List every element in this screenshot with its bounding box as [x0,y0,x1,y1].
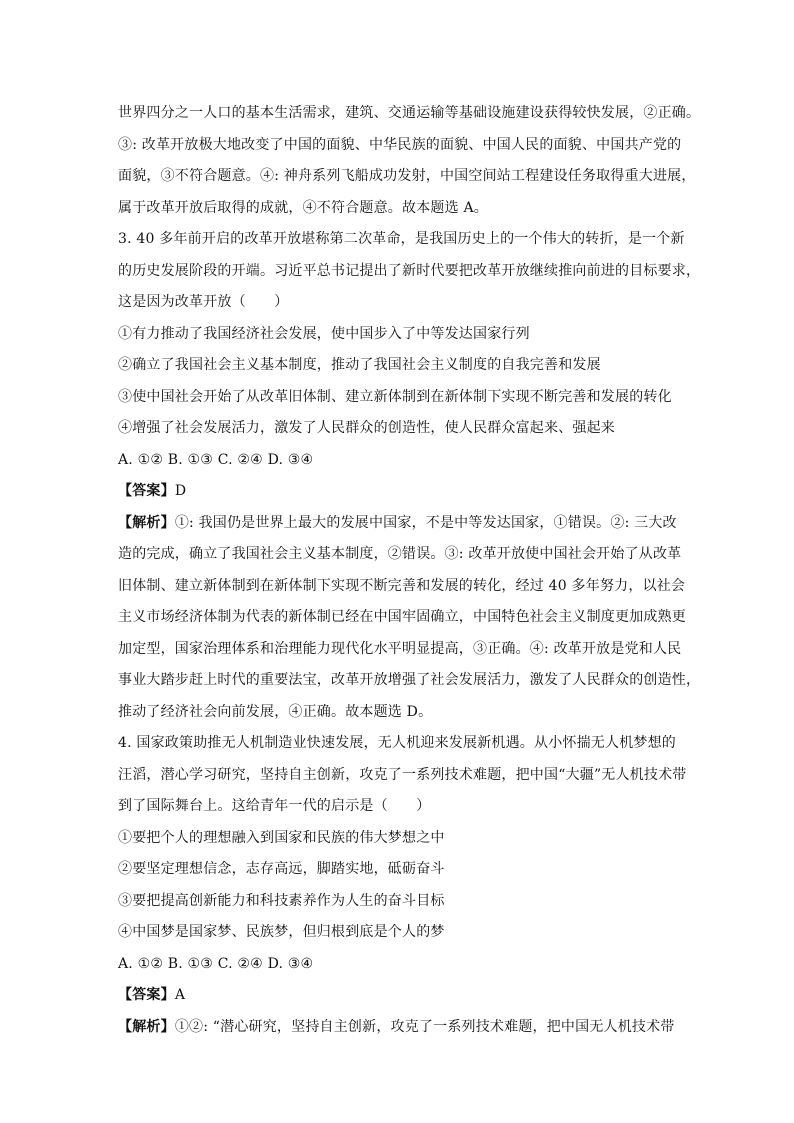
analysis-line [118,1012,678,1044]
analysis-line: 推动了经济社会向前发展，④正确。故本题选 D。 [118,703,433,720]
question-4-option: ②要坚定理想信念，志存高远，脚踏实地，砥砺奋斗 [118,861,445,877]
analysis-line: 事业大踏步赶上时代的重要法宝，改革开放增强了社会发展活力，激发了人民群众的创造性， [118,672,701,688]
question-3-option: ①有力推动了我国经济社会发展，使中国步入了中等发达国家行列 [118,325,530,342]
document-page [118,98,701,1043]
question-3-option: ②确立了我国社会主义基本制度，推动了我国社会主义制度的自我完善和发展 [118,357,601,373]
text-line: 面貌，③不符合题意。④: 神舟系列飞船成功发射，中国空间站工程建设任务取得重大进展， [118,168,696,184]
question-3-option: ③使中国社会开始了从改革旧体制、建立新体制到在新体制下实现不断完善和发展的转化 [118,388,672,405]
analysis-tag: 【解析】 [118,514,175,531]
analysis-line: 加定型，国家治理体系和治理能力现代化水平明显提高，③正确。④: 改革开放是党和人民 [118,640,682,657]
analysis-text: ①: 我国仍是世界上最大的发展中国家，不是中等发达国家，①错误。②: 三大改 [174,514,677,531]
question-3-stem: 这是因为改革开放（ ） [118,294,289,310]
analysis-line [118,508,678,540]
answer-tag: 【答案】 [118,483,175,499]
analysis-text: ①②: “潜心研究，坚持自主创新，攻克了一系列技术难题，把中国无人机技术带 [174,1018,675,1035]
answer-line [118,980,678,1012]
question-4-choices: A. ①② B. ①③ C. ②④ D. ③④ [118,955,314,972]
question-4-option: ④中国梦是国家梦、民族梦，但归根到底是个人的梦 [118,924,445,940]
question-4-option: ③要把提高创新能力和科技素养作为人生的奋斗目标 [118,892,445,909]
question-4-stem: 到了国际舞台上。这给青年一代的启示是（ ） [118,798,431,814]
question-4-option: ①要把个人的理想融入到国家和民族的伟大梦想之中 [118,829,445,846]
answer-value: A [174,987,186,1003]
question-3-stem: 的历史发展阶段的开端。习近平总书记提出了新时代要把改革开放继续推向前进的目标要求， [118,262,701,279]
analysis-tag: 【解析】 [118,1018,175,1035]
answer-tag: 【答案】 [118,987,175,1003]
text-line: 属于改革开放后取得的成就，④不符合题意。故本题选 A。 [118,199,488,216]
text-line: ③: 改革开放极大地改变了中国的面貌、中华民族的面貌、中国人民的面貌、中国共产党的 [118,136,682,153]
analysis-line: 造的完成，确立了我国社会主义基本制度，②错误。③: 改革开放使中国社会开始了从改革 [118,546,682,562]
analysis-line: 旧体制、建立新体制到在新体制下实现不断完善和发展的转化，经过 40 多年努力，以社会 [118,577,686,594]
question-3-stem: 3. 40 多年前开启的改革开放堪称第二次革命，是我国历史上的一个伟大的转折，是一个新 [118,231,685,247]
analysis-line: 主义市场经济体制为代表的新体制已经在中国牢固确立，中国特色社会主义制度更加成熟更 [118,609,686,625]
question-4-stem: 汪滔，潜心学习研究，坚持自主创新，攻克了一系列技术难题，把中国“大疆”无人机技术带 [118,766,687,783]
text-line: 世界四分之一人口的基本生活需求，建筑、交通运输等基础设施建设获得较快发展，②正确。 [118,105,701,121]
question-4-stem: 4. 国家政策助推无人机制造业快速发展，无人机迎来发展新机遇。从小怀揣无人机梦想的 [118,735,677,751]
answer-value: D [174,483,187,499]
question-3-option: ④增强了社会发展活力，激发了人民群众的创造性，使人民群众富起来、强起来 [118,420,615,436]
answer-line [118,476,678,508]
question-3-choices: A. ①② B. ①③ C. ②④ D. ③④ [118,451,314,468]
